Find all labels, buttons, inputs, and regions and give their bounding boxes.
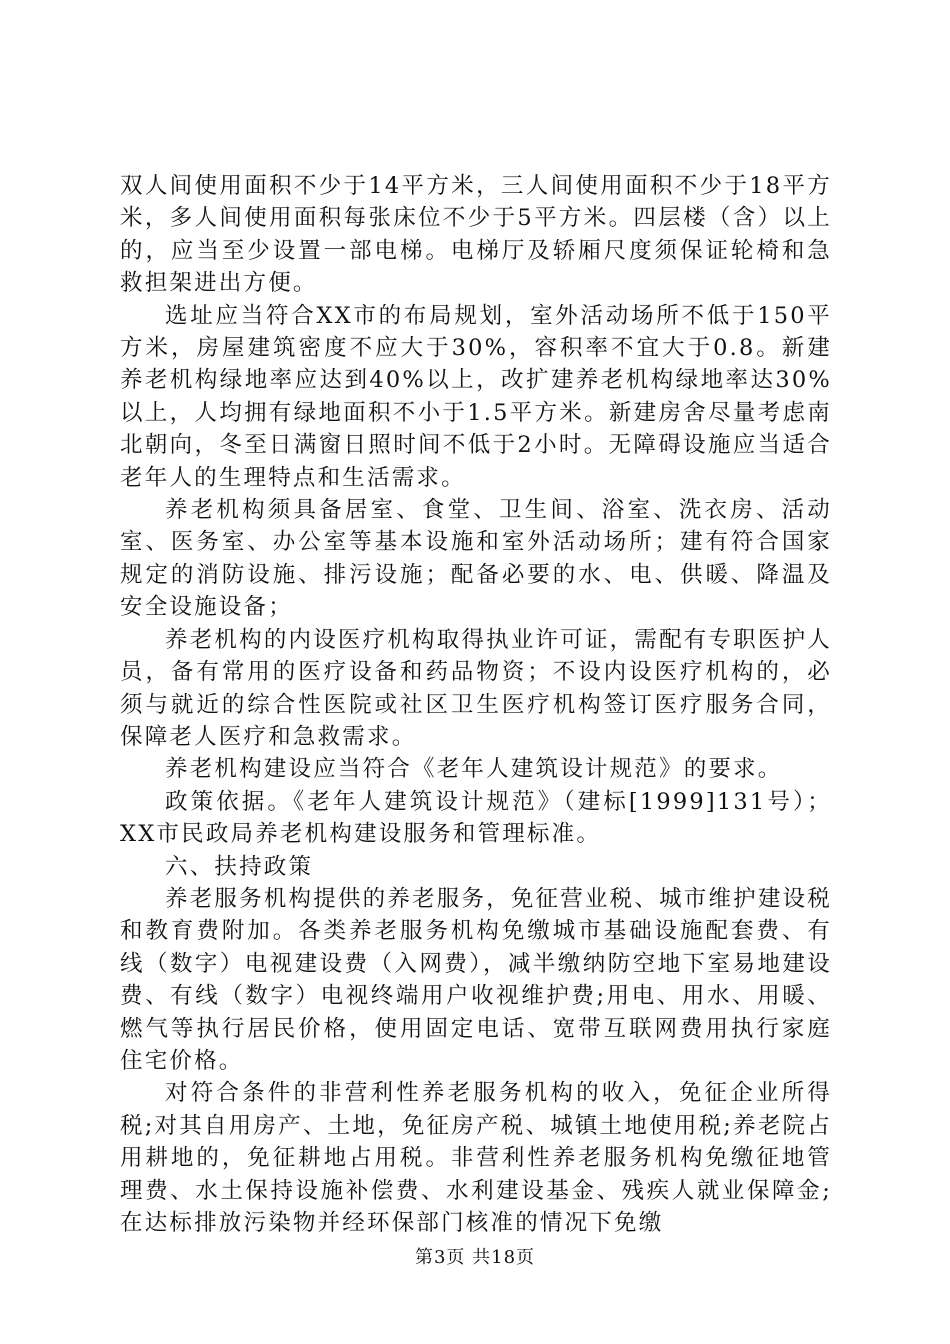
paragraph-design-standard: 养老机构建设应当符合《老年人建筑设计规范》的要求。 <box>165 756 783 783</box>
page-footer: 第3页 共18页 <box>414 1247 536 1268</box>
paragraph-basic-facilities: 养老机构须具备居室、食堂、卫生间、浴室、洗衣房、活动室、医务室、办公室等基本设施和室外活动场所；建有符合国家规定的消防设施、排污设施；配备必要的水、电、供暖、降温及安全设施设备； <box>120 497 832 621</box>
paragraph-room-area: 双人间使用面积不少于14平方米，三人间使用面积不少于18平方米，多人间使用面积每张床位不少于5平方米。四层楼（含）以上的，应当至少设置一部电梯。电梯厅及轿厢尺度须保证轮椅和急救担架进出方便。 <box>120 173 832 297</box>
document-body <box>120 170 832 1239</box>
paragraph-site-selection: 选址应当符合XX市的布局规划，室外活动场所不低于150平方米，房屋建筑密度不应大于30%，容积率不宜大于0.8。新建养老机构绿地率应达到40%以上，改扩建养老机构绿地率达30%以上，人均拥有绿地面积不小于1.5平方米。新建房舍尽量考虑南北朝向，冬至日满窗日照时间不低于2小时。无障碍设施应当适合老年人的生理特点和生活需求。 <box>120 302 832 491</box>
paragraph-medical-institution: 养老机构的内设医疗机构取得执业许可证，需配有专职医护人员，备有常用的医疗设备和药品物资；不设内设医疗机构的，必须与就近的综合性医院或社区卫生医疗机构签订医疗服务合同，保障老人医疗和急救需求。 <box>120 626 832 750</box>
section-heading-support-policy: 六、扶持政策 <box>165 853 314 880</box>
paragraph-tax-exemption: 养老服务机构提供的养老服务，免征营业税、城市维护建设税和教育费附加。各类养老服务机构免缴城市基础设施配套费、有线（数字）电视建设费（入网费），减半缴纳防空地下室易地建设费、有线（数字）电视终端用户收视维护费;用电、用水、用暖、燃气等执行居民价格，使用固定电话、宽带互联网费用执行家庭住宅价格。 <box>120 885 832 1074</box>
paragraph-policy-basis: 政策依据。《老年人建筑设计规范》（建标[1999]131号）；XX市民政局养老机构建设服务和管理标准。 <box>120 788 832 848</box>
paragraph-nonprofit-exemption: 对符合条件的非营利性养老服务机构的收入，免征企业所得税;对其自用房产、土地，免征房产税、城镇土地使用税;养老院占用耕地的，免征耕地占用税。非营利性养老服务机构免缴征地管理费、水土保持设施补偿费、水利建设基金、残疾人就业保障金;在达标排放污染物并经环保部门核准的情况下免缴 <box>120 1080 832 1236</box>
